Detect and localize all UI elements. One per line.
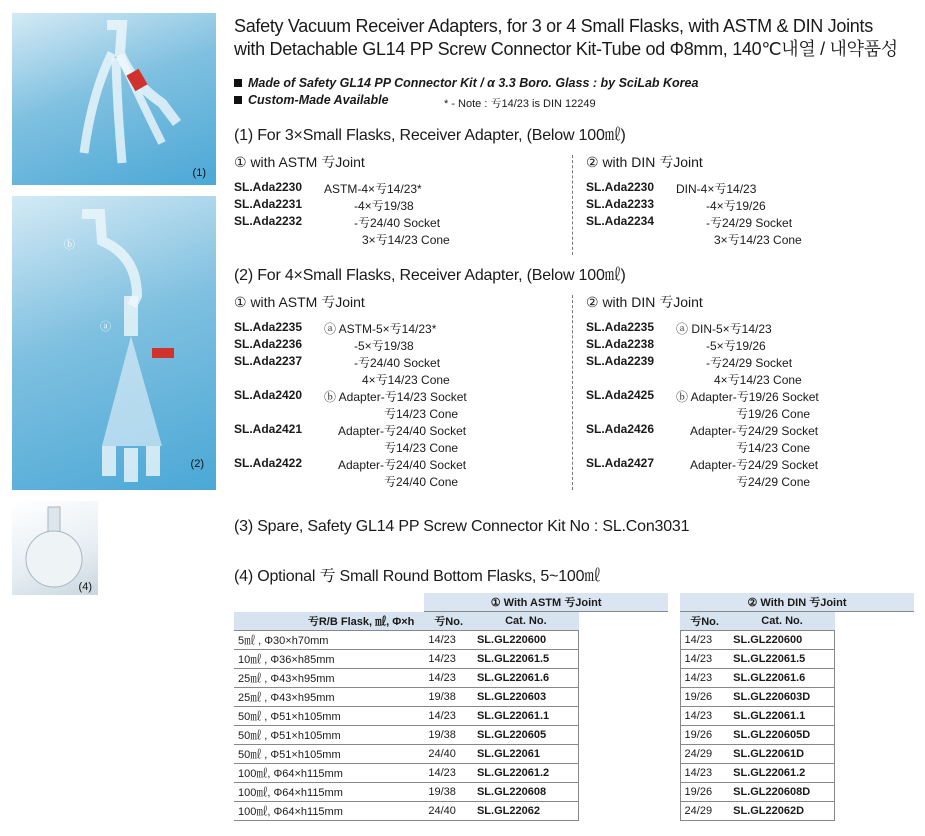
photo-label-a: ⓐ bbox=[100, 321, 111, 333]
catalog-desc: 3×亐14/23 Cone bbox=[362, 233, 450, 247]
din-cat-cell: SL.GL22061.2 bbox=[729, 764, 835, 783]
catalog-desc: ⓐ ASTM-5×亐14/23* bbox=[324, 322, 437, 336]
col-astm-no-header: 亐No. bbox=[424, 612, 473, 631]
table-row bbox=[234, 764, 914, 783]
astm-cat-cell: SL.GL220608 bbox=[473, 783, 579, 802]
din-blank-cell bbox=[835, 764, 914, 783]
astm-joint-cell: 19/38 bbox=[424, 783, 473, 802]
din-joint-cell: 19/26 bbox=[680, 726, 729, 745]
astm-blank-cell bbox=[579, 764, 668, 783]
catalog-desc: -亐24/40 Socket bbox=[354, 356, 441, 370]
page-title-line1: Safety Vacuum Receiver Adapters, for 3 or 4 Small Flasks, with ASTM & DIN Joints bbox=[234, 16, 873, 36]
astm-joint-cell: 14/23 bbox=[424, 631, 473, 650]
catalog-code: SL.Ada2235 bbox=[586, 320, 655, 334]
catalog-desc: 亐14/23 Cone bbox=[384, 441, 459, 455]
din-cat-cell: SL.GL22061D bbox=[729, 745, 835, 764]
catalog-desc: ⓑ Adapter-亐14/23 Socket bbox=[324, 390, 467, 404]
catalog-code: SL.Ada2420 bbox=[234, 388, 303, 402]
catalog-code: SL.Ada2425 bbox=[586, 388, 655, 402]
din-joint-cell: 14/23 bbox=[680, 669, 729, 688]
bullet-square-icon bbox=[234, 79, 242, 87]
flask-cell: 50㎖ , Φ51×h105mm bbox=[234, 745, 424, 764]
astm-joint-cell: 24/40 bbox=[424, 745, 473, 764]
flask-cell: 50㎖ , Φ51×h105mm bbox=[234, 726, 424, 745]
din-group-header: ② With DIN 亐Joint bbox=[680, 593, 914, 612]
col-din-cat-header: Cat. No. bbox=[729, 612, 835, 631]
catalog-code: SL.Ada2236 bbox=[234, 337, 303, 351]
photo-label-b: ⓑ bbox=[64, 239, 75, 251]
din-blank-cell bbox=[835, 783, 914, 802]
astm-joint-cell: 14/23 bbox=[424, 707, 473, 726]
din-cat-cell: SL.GL22061.6 bbox=[729, 669, 835, 688]
flask-cell: 100㎖, Φ64×h115mm bbox=[234, 802, 424, 821]
astm-cat-cell: SL.GL22061.1 bbox=[473, 707, 579, 726]
catalog-code: SL.Ada2421 bbox=[234, 422, 303, 436]
product-photo-4 bbox=[12, 501, 98, 595]
catalog-code: SL.Ada2427 bbox=[586, 456, 655, 470]
table-row bbox=[234, 707, 914, 726]
astm-blank-cell bbox=[579, 669, 668, 688]
table-row bbox=[234, 631, 914, 650]
col-gap bbox=[668, 612, 680, 631]
catalog-desc: Adapter-亐24/40 Socket bbox=[338, 424, 467, 438]
col-din-blank bbox=[835, 612, 914, 631]
din-blank-cell bbox=[835, 688, 914, 707]
flask-cell: 25㎖ , Φ43×h95mm bbox=[234, 669, 424, 688]
flask-cell: 100㎖, Φ64×h115mm bbox=[234, 764, 424, 783]
gap-cell bbox=[668, 802, 680, 821]
photo-label-4: (4) bbox=[78, 581, 92, 593]
catalog-code: SL.Ada2238 bbox=[586, 337, 655, 351]
adapter-3-flask-illustration bbox=[12, 13, 216, 185]
din-joint-cell: 14/23 bbox=[680, 707, 729, 726]
section-2-astm-label: ① with ASTM 亐Joint bbox=[234, 294, 365, 310]
col-din-no-header: 亐No. bbox=[680, 612, 729, 631]
table-row bbox=[234, 726, 914, 745]
catalog-code: SL.Ada2232 bbox=[234, 214, 303, 228]
bullet-square-icon bbox=[234, 96, 242, 104]
astm-joint-cell: 24/40 bbox=[424, 802, 473, 821]
din-cat-cell: SL.GL220605D bbox=[729, 726, 835, 745]
catalog-code: SL.Ada2233 bbox=[586, 197, 655, 211]
gap-cell bbox=[668, 783, 680, 802]
catalog-desc: -亐24/29 Socket bbox=[706, 356, 793, 370]
catalog-desc: 亐24/29 Cone bbox=[736, 475, 811, 489]
catalog-code: SL.Ada2235 bbox=[234, 320, 303, 334]
note-custom-text: Custom-Made Available bbox=[248, 93, 389, 107]
table-row bbox=[234, 669, 914, 688]
catalog-code: SL.Ada2234 bbox=[586, 214, 655, 228]
page-title-line2: with Detachable GL14 PP Screw Connector Kit-Tube od Φ8mm, 140℃내열 / 내약품성 bbox=[234, 39, 898, 59]
catalog-desc: -亐24/40 Socket bbox=[354, 216, 441, 230]
astm-blank-cell bbox=[579, 802, 668, 821]
catalog-desc: Adapter-亐24/29 Socket bbox=[690, 458, 819, 472]
note-material-text: Made of Safety GL14 PP Connector Kit / α 3.3 Boro. Glass : by SciLab Korea bbox=[248, 76, 699, 90]
astm-blank-cell bbox=[579, 631, 668, 650]
astm-joint-cell: 14/23 bbox=[424, 669, 473, 688]
din-cat-cell: SL.GL220603D bbox=[729, 688, 835, 707]
catalog-code: SL.Ada2239 bbox=[586, 354, 655, 368]
catalog-desc: DIN-4×亐14/23 bbox=[676, 182, 757, 196]
catalog-desc: -5×亐19/38 bbox=[354, 339, 414, 353]
catalog-code: SL.Ada2231 bbox=[234, 197, 303, 211]
din-blank-cell bbox=[835, 802, 914, 821]
astm-joint-cell: 14/23 bbox=[424, 764, 473, 783]
din-cat-cell: SL.GL22061.1 bbox=[729, 707, 835, 726]
astm-cat-cell: SL.GL220605 bbox=[473, 726, 579, 745]
astm-blank-cell bbox=[579, 688, 668, 707]
catalog-desc: ASTM-4×亐14/23* bbox=[324, 182, 422, 196]
astm-cat-cell: SL.GL22061 bbox=[473, 745, 579, 764]
astm-blank-cell bbox=[579, 783, 668, 802]
table-row bbox=[234, 802, 914, 821]
astm-blank-cell bbox=[579, 726, 668, 745]
flask-cell: 10㎖ , Φ36×h85mm bbox=[234, 650, 424, 669]
gap-cell bbox=[668, 745, 680, 764]
astm-blank-cell bbox=[579, 650, 668, 669]
din-blank-cell bbox=[835, 650, 914, 669]
astm-cat-cell: SL.GL220603 bbox=[473, 688, 579, 707]
catalog-code: SL.Ada2237 bbox=[234, 354, 303, 368]
din-blank-cell bbox=[835, 726, 914, 745]
photo-label-1: (1) bbox=[192, 167, 206, 179]
section-1-divider bbox=[572, 155, 573, 255]
col-astm-cat-header: Cat. No. bbox=[473, 612, 579, 631]
section-2-heading: (2) For 4×Small Flasks, Receiver Adapter, (Below 100㎖) bbox=[234, 267, 626, 284]
flask-cell: 25㎖ , Φ43×h95mm bbox=[234, 688, 424, 707]
astm-cat-cell: SL.GL22061.2 bbox=[473, 764, 579, 783]
section-3-heading: (3) Spare, Safety GL14 PP Screw Connector Kit No : SL.Con3031 bbox=[234, 518, 690, 535]
din-cat-cell: SL.GL22062D bbox=[729, 802, 835, 821]
din-blank-cell bbox=[835, 707, 914, 726]
section-1-heading: (1) For 3×Small Flasks, Receiver Adapter, (Below 100㎖) bbox=[234, 127, 626, 144]
note-material bbox=[234, 76, 698, 90]
astm-joint-cell: 19/38 bbox=[424, 726, 473, 745]
section-4-heading: (4) Optional 亐 Small Round Bottom Flasks, 5~100㎖ bbox=[234, 568, 601, 585]
product-photo-1 bbox=[12, 13, 216, 185]
note-din: * - Note : 亐14/23 is DIN 12249 bbox=[444, 98, 596, 110]
gap-cell bbox=[668, 650, 680, 669]
din-joint-cell: 14/23 bbox=[680, 631, 729, 650]
catalog-desc: 亐19/26 Cone bbox=[736, 407, 811, 421]
gap-cell bbox=[668, 688, 680, 707]
col-astm-blank bbox=[579, 612, 668, 631]
din-joint-cell: 24/29 bbox=[680, 745, 729, 764]
header-blank bbox=[234, 593, 424, 612]
catalog-desc: ⓐ DIN-5×亐14/23 bbox=[676, 322, 772, 336]
din-blank-cell bbox=[835, 745, 914, 764]
astm-cat-cell: SL.GL22061.6 bbox=[473, 669, 579, 688]
catalog-code: SL.Ada2422 bbox=[234, 456, 303, 470]
gap-cell bbox=[668, 726, 680, 745]
section-1-astm-label: ① with ASTM 亐Joint bbox=[234, 154, 365, 170]
catalog-desc: -5×亐19/26 bbox=[706, 339, 766, 353]
flask-cell: 100㎖, Φ64×h115mm bbox=[234, 783, 424, 802]
astm-blank-cell bbox=[579, 745, 668, 764]
din-joint-cell: 19/26 bbox=[680, 783, 729, 802]
din-cat-cell: SL.GL22061.5 bbox=[729, 650, 835, 669]
catalog-desc: -亐24/29 Socket bbox=[706, 216, 793, 230]
gap-cell bbox=[668, 707, 680, 726]
adapter-4-flask-illustration bbox=[12, 196, 216, 490]
astm-cat-cell: SL.GL22062 bbox=[473, 802, 579, 821]
astm-cat-cell: SL.GL220600 bbox=[473, 631, 579, 650]
photo-label-2: (2) bbox=[190, 458, 204, 470]
din-joint-cell: 14/23 bbox=[680, 650, 729, 669]
gap-header bbox=[668, 593, 680, 612]
catalog-desc: 4×亐14/23 Cone bbox=[714, 373, 802, 387]
astm-blank-cell bbox=[579, 707, 668, 726]
flask-table bbox=[234, 593, 914, 821]
col-flask-header: 亐R/B Flask, ㎖, Φ×h bbox=[234, 612, 424, 631]
din-joint-cell: 19/26 bbox=[680, 688, 729, 707]
catalog-desc: Adapter-亐24/29 Socket bbox=[690, 424, 819, 438]
flask-cell: 5㎖ , Φ30×h70mm bbox=[234, 631, 424, 650]
table-row bbox=[234, 745, 914, 764]
catalog-desc: 亐24/40 Cone bbox=[384, 475, 459, 489]
catalog-code: SL.Ada2230 bbox=[586, 180, 655, 194]
catalog-desc: ⓑ Adapter-亐19/26 Socket bbox=[676, 390, 819, 404]
section-2-din-label: ② with DIN 亐Joint bbox=[586, 294, 703, 310]
section-2-divider bbox=[572, 295, 573, 490]
catalog-desc: 4×亐14/23 Cone bbox=[362, 373, 450, 387]
din-cat-cell: SL.GL220608D bbox=[729, 783, 835, 802]
catalog-desc: 亐14/23 Cone bbox=[384, 407, 459, 421]
catalog-code: SL.Ada2426 bbox=[586, 422, 655, 436]
astm-joint-cell: 19/38 bbox=[424, 688, 473, 707]
din-joint-cell: 14/23 bbox=[680, 764, 729, 783]
catalog-desc: 亐14/23 Cone bbox=[736, 441, 811, 455]
gap-cell bbox=[668, 764, 680, 783]
note-custom bbox=[234, 93, 389, 107]
catalog-desc: -4×亐19/38 bbox=[354, 199, 414, 213]
din-blank-cell bbox=[835, 669, 914, 688]
catalog-desc: -4×亐19/26 bbox=[706, 199, 766, 213]
catalog-code: SL.Ada2230 bbox=[234, 180, 303, 194]
flask-cell: 50㎖ , Φ51×h105mm bbox=[234, 707, 424, 726]
din-joint-cell: 24/29 bbox=[680, 802, 729, 821]
product-photo-2 bbox=[12, 196, 216, 490]
astm-joint-cell: 14/23 bbox=[424, 650, 473, 669]
catalog-desc: Adapter-亐24/40 Socket bbox=[338, 458, 467, 472]
section-1-din-label: ② with DIN 亐Joint bbox=[586, 154, 703, 170]
astm-cat-cell: SL.GL22061.5 bbox=[473, 650, 579, 669]
gap-cell bbox=[668, 669, 680, 688]
catalog-desc: 3×亐14/23 Cone bbox=[714, 233, 802, 247]
astm-group-header: ① With ASTM 亐Joint bbox=[424, 593, 668, 612]
gap-cell bbox=[668, 631, 680, 650]
din-cat-cell: SL.GL220600 bbox=[729, 631, 835, 650]
table-row bbox=[234, 688, 914, 707]
din-blank-cell bbox=[835, 631, 914, 650]
table-row bbox=[234, 650, 914, 669]
table-row bbox=[234, 783, 914, 802]
